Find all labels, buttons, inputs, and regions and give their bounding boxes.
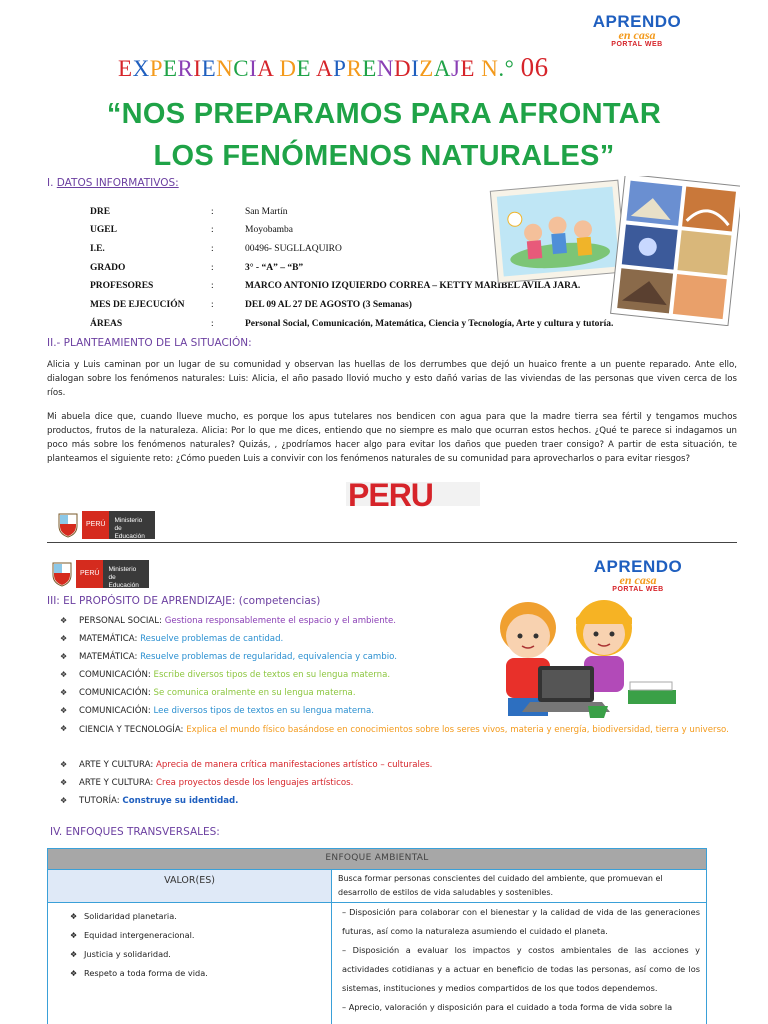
datos-key: DRE: [90, 207, 111, 217]
proposito-heading: III: EL PROPÓSITO DE APRENDIZAJE: (competencias): [47, 595, 321, 607]
competencia-text: Explica el mundo físico basándose en conocimientos sobre los seres vivos, materia y energía, biodiversidad, tierra y universo.: [186, 725, 729, 735]
experiencia-letter: C: [233, 56, 250, 81]
logo-line1: APRENDO: [592, 12, 682, 31]
competencia-text: Resuelve problemas de cantidad.: [140, 634, 284, 644]
experiencia-letter: A: [433, 56, 451, 81]
datos-colon: :: [211, 319, 214, 329]
actitudes-cell: [332, 903, 707, 1024]
datos-value: Personal Social, Comunicación, Matemática, Ciencia y Tecnología, Arte y cultura y tutoría.: [245, 319, 614, 329]
datos-heading: [47, 177, 179, 189]
competencia-area: MATEMÁTICA:: [79, 652, 141, 662]
logo-line1: APRENDO: [593, 557, 683, 576]
logo-line3: PORTAL WEB: [612, 586, 664, 593]
list-item: ❖ Equidad intergeneracional.: [70, 926, 208, 945]
enfoque-table-title: ENFOQUE AMBIENTAL: [47, 848, 707, 870]
experiencia-letter: R: [346, 56, 363, 81]
datos-key: GRADO: [90, 263, 126, 273]
experiencia-letter: N: [376, 56, 394, 81]
experiencia-letter: Z: [419, 56, 434, 81]
minedu-ministry: [103, 560, 149, 588]
situacion-heading: II.- PLANTEAMIENTO DE LA SITUACIÓN:: [47, 337, 252, 349]
datos-key: ÁREAS: [90, 319, 123, 329]
aprendo-en-casa-logo: [583, 558, 693, 592]
datos-heading-prefix: I.: [47, 177, 57, 189]
list-item: ❖ Solidaridad planetaria.: [70, 907, 208, 926]
experiencia-letter: I: [411, 56, 420, 81]
datos-colon: :: [211, 244, 214, 254]
situacion-paragraph-2: Mi abuela dice que, cuando llueve mucho, es porque los apus tutelares nos bendicen con agua para que la madre tierra sea fértil y tengamos muchos productos, frutos de la naturaleza. Alicia: Por lo que me dices, entiendo que no siempre es malo que ocurran estos hechos. ¿Qué te parece si indagamos un poco más sobre los fenómenos naturales? Quizás, , ¿podríamos hacer algo para evitar los daños que pueden traer consigo? A partir de esta situación, te planteamos el siguiente reto: ¿Cómo pueden Luis a convivir con los fenómenos naturales de su comunidad para aprovecharlos o para evitar riesgos?: [47, 412, 737, 464]
diamond-bullet-icon: ❖: [60, 616, 68, 625]
experiencia-letter: E: [296, 56, 312, 81]
competencia-text: Resuelve problemas de regularidad, equivalencia y cambio.: [140, 652, 397, 662]
valores-list: [70, 907, 208, 983]
minedu-ministry: [109, 511, 155, 539]
competencia-text: Crea proyectos desde los lenguajes artísticos.: [156, 778, 354, 788]
minedu-ministry-line2: de Educación: [114, 525, 145, 540]
datos-colon: :: [211, 207, 214, 217]
datos-heading-label: DATOS INFORMATIVOS:: [56, 177, 179, 189]
competencia-area: COMUNICACIÓN:: [79, 670, 154, 680]
minedu-country: PERÚ: [82, 511, 109, 539]
diamond-bullet-icon: ❖: [60, 778, 68, 787]
enfoque-description: Busca formar personas conscientes del cuidado del ambiente, que promuevan el desarrollo de estilos de vida saludables y sostenibles.: [332, 870, 707, 903]
valores-column-header: VALOR(ES): [47, 870, 332, 903]
competencia-text: Se comunica oralmente en su lengua materna.: [153, 688, 356, 698]
datos-value: Moyobamba: [245, 225, 294, 235]
logo-line2: en casa: [618, 28, 656, 42]
actitudes-list: [342, 903, 700, 1017]
datos-value: 3° - “A” – “B”: [245, 263, 304, 273]
datos-key: UGEL: [90, 225, 117, 235]
datos-key: I.E.: [90, 244, 105, 254]
logo-line2: en casa: [619, 573, 657, 587]
list-item: ❖ Respeto a toda forma de vida.: [70, 964, 208, 983]
datos-colon: :: [211, 300, 214, 310]
experiencia-heading: [118, 52, 549, 83]
competencia-area: MATEMÁTICA:: [79, 634, 141, 644]
datos-value: MARCO ANTONIO IZQUIERDO CORREA – KETTY MARIBEL AVILA JARA.: [245, 281, 581, 291]
competencia-area: CIENCIA Y TECNOLOGÍA:: [79, 725, 187, 735]
experiencia-letter: I: [249, 56, 258, 81]
minedu-ministry-line1: Ministerio: [114, 517, 143, 524]
aprendo-en-casa-logo: [582, 13, 692, 47]
experiencia-letter: N: [216, 56, 234, 81]
datos-colon: :: [211, 263, 214, 273]
experiencia-letter: E: [460, 56, 475, 81]
competencia-text: Lee diversos tipos de textos en su lengua materna.: [153, 706, 374, 716]
experiencia-letter: D: [279, 56, 297, 81]
competencia-text: Construye su identidad.: [122, 796, 239, 806]
list-item: – Disposición a evaluar los impactos y costos ambientales de las acciones y actividades cotidianas y a actuar en beneficio de todas las personas, así como de los sistemas, instituciones y medios compartidos de los que todos dependemos.: [342, 945, 700, 993]
main-title-line1: “NOS PREPARAMOS PARA AFRONTAR: [106, 98, 662, 130]
peru-shield-icon: [57, 512, 79, 538]
diamond-bullet-icon: ❖: [60, 796, 68, 805]
list-item: – Disposición para colaborar con el bienestar y la calidad de vida de las generaciones futuras, así como la naturaleza asumiendo el cuidado el planeta.: [342, 907, 700, 936]
competencia-area: COMUNICACIÓN:: [79, 706, 154, 716]
experiencia-number: 06: [520, 52, 549, 82]
minedu-logo: [57, 511, 155, 539]
list-item: – Aprecio, valoración y disposición para el cuidado a toda forma de vida sobre la: [342, 1002, 673, 1012]
logo-line3: PORTAL WEB: [611, 41, 663, 48]
diamond-bullet-icon: ❖: [60, 688, 68, 697]
experiencia-letter: .°: [498, 56, 515, 81]
main-title-line2: LOS FENÓMENOS NATURALES”: [153, 140, 615, 172]
peru-shield-icon: [51, 561, 73, 587]
experiencia-letter: I: [193, 56, 202, 81]
experiencia-letter: P: [333, 56, 347, 81]
competencia-text: Gestiona responsablemente el espacio y el ambiente.: [164, 616, 397, 626]
fenomenos-collage-image: [488, 176, 740, 326]
diamond-bullet-icon: ❖: [60, 652, 68, 661]
experiencia-letter: E: [201, 56, 217, 81]
list-item: ❖ Justicia y solidaridad.: [70, 945, 208, 964]
minedu-logo: [51, 560, 149, 588]
enfoques-heading: IV. ENFOQUES TRANSVERSALES:: [50, 826, 220, 838]
experiencia-letter: X: [132, 56, 150, 81]
datos-colon: :: [211, 281, 214, 291]
competencia-area: ARTE Y CULTURA:: [79, 778, 157, 788]
experiencia-letter: R: [177, 56, 194, 81]
datos-value: San Martín: [245, 207, 288, 217]
peru-banner-image: [346, 476, 480, 510]
page-divider: [47, 542, 737, 543]
experiencia-letter: E: [162, 56, 178, 81]
experiencia-letter: A: [257, 56, 274, 81]
experiencia-label: [118, 56, 521, 81]
minedu-ministry-line1: Ministerio: [108, 566, 137, 573]
experiencia-letter: P: [149, 56, 163, 81]
experiencia-letter: D: [393, 56, 412, 81]
experiencia-letter: A: [316, 56, 334, 81]
competencia-text: Aprecia de manera crítica manifestaciones artístico – culturales.: [156, 760, 433, 770]
competencia-area: COMUNICACIÓN:: [79, 688, 154, 698]
datos-value: 00496- SUGLLAQUIRO: [245, 244, 342, 254]
diamond-bullet-icon: ❖: [60, 706, 68, 715]
competencia-text: Escribe diversos tipos de textos en su lengua materna.: [153, 670, 391, 680]
datos-key: PROFESORES: [90, 281, 154, 291]
experiencia-letter: J: [450, 56, 461, 81]
datos-key: MES DE EJECUCIÓN: [90, 300, 185, 310]
peru-banner-text: PERU: [348, 477, 433, 510]
minedu-country: PERÚ: [76, 560, 103, 588]
diamond-bullet-icon: ❖: [60, 634, 68, 643]
valores-cell: [47, 903, 332, 1024]
diamond-bullet-icon: ❖: [60, 724, 68, 733]
datos-colon: :: [211, 225, 214, 235]
competencia-area: TUTORÍA:: [79, 796, 123, 806]
experiencia-letter: E: [118, 56, 133, 81]
competencia-area: ARTE Y CULTURA:: [79, 760, 157, 770]
diamond-bullet-icon: ❖: [60, 670, 68, 679]
competencia-area: PERSONAL SOCIAL:: [79, 616, 165, 626]
experiencia-letter: E: [362, 56, 377, 81]
minedu-ministry-line2: de Educación: [108, 574, 139, 589]
diamond-bullet-icon: ❖: [60, 760, 68, 769]
experiencia-letter: N: [481, 56, 499, 81]
datos-value: DEL 09 AL 27 DE AGOSTO (3 Semanas): [245, 300, 412, 310]
situacion-paragraph-1: Alicia y Luis caminan por un lugar de su comunidad y observan las huellas de los derrumbes que dejó un huaico frente a un puente reparado. Ante ello, dialogan sobre los fenómenos naturales: Luis: Alicia, el año pasado llovió mucho y esto dañó varias de las viviendas de las personas que viven cerca de los ríos.: [47, 360, 737, 398]
